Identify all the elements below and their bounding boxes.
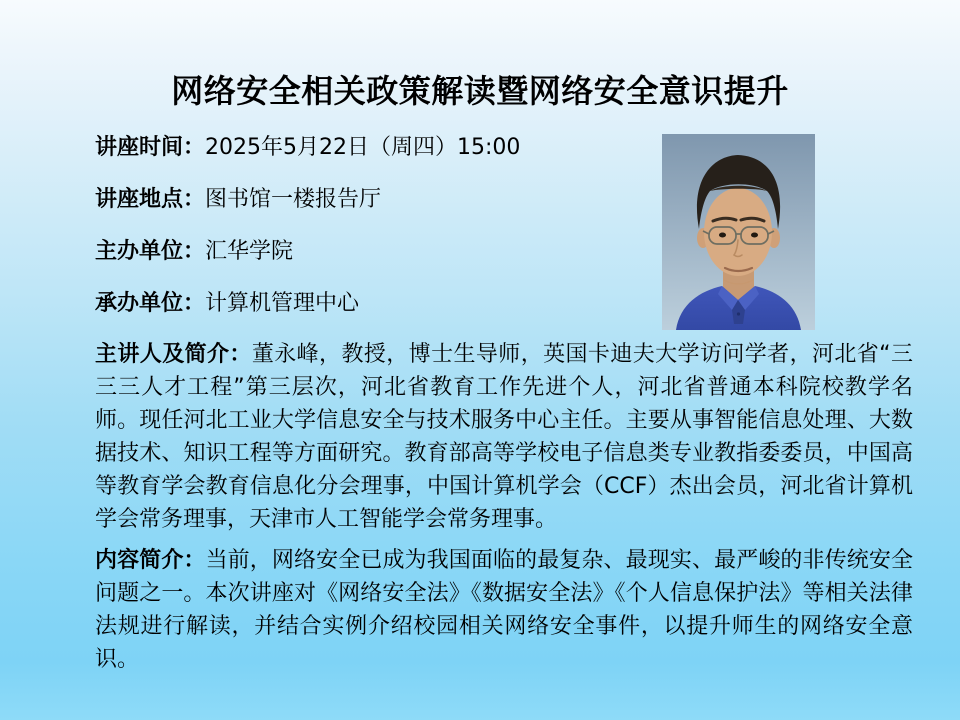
info-line-organizer [95, 292, 635, 315]
content-summary-label: 内容简介： [95, 548, 206, 573]
info-list [95, 136, 635, 344]
info-value-location: 图书馆一楼报告厅 [205, 187, 382, 212]
info-label-host: 主办单位： [95, 239, 206, 264]
info-line-time [95, 136, 635, 159]
info-label-organizer: 承办单位： [95, 291, 206, 316]
info-line-host [95, 240, 635, 263]
page-title: 网络安全相关政策解读暨网络安全意识提升 [171, 72, 789, 110]
speaker-bio-paragraph [95, 338, 913, 536]
speaker-bio-label: 主讲人及简介： [95, 342, 252, 367]
content-summary-paragraph [95, 544, 913, 676]
content-summary-text: 当前，网络安全已成为我国面临的最复杂、最现实、最严峻的非传统安全问题之一。本次讲座对《网络安全法》《数据安全法》《个人信息保护法》等相关法律法规进行解读，并结合实例介绍校园相关网络安全事件，以提升师生的网络安全意识。 [95, 548, 913, 672]
info-value-time: 2025年5月22日（周四）15:00 [205, 135, 521, 160]
speaker-portrait-graphic [662, 134, 815, 330]
speaker-bio-text: 董永峰，教授，博士生导师，英国卡迪夫大学访问学者，河北省“三三三人才工程”第三层次，河北省教育工作先进个人，河北省普通本科院校教学名师。现任河北工业大学信息安全与技术服务中心主任。主要从事智能信息处理、大数据技术、知识工程等方面研究。教育部高等学校电子信息类专业教指委委员，中国高等教育学会教育信息化分会理事，中国计算机学会（CCF）杰出会员，河北省计算机学会常务理事，天津市人工智能学会常务理事。 [95, 342, 913, 532]
speaker-photo [662, 134, 815, 330]
info-value-host: 汇华学院 [205, 239, 294, 264]
info-line-location [95, 188, 635, 211]
info-value-organizer: 计算机管理中心 [205, 291, 360, 316]
info-label-time: 讲座时间： [95, 135, 206, 160]
info-label-location: 讲座地点： [95, 187, 206, 212]
